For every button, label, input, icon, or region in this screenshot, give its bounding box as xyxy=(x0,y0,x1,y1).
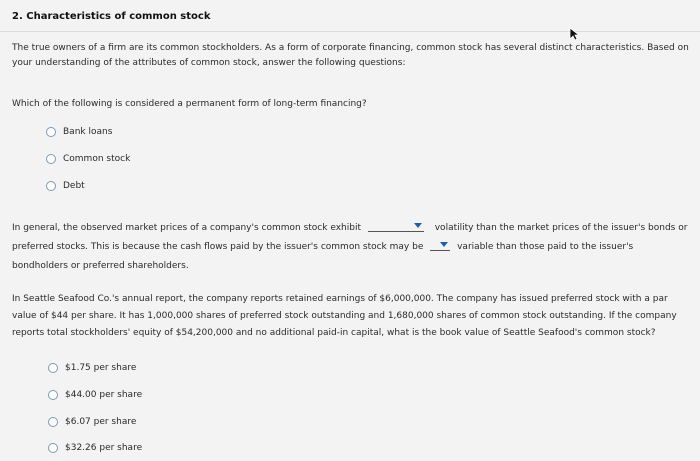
q2-text-part3: variable than those paid to the issuer's bondholders or preferred shareholders. xyxy=(12,242,634,271)
mouse-pointer-icon xyxy=(569,27,581,41)
q1-option-common-stock[interactable] xyxy=(46,154,130,164)
question3-prompt: In Seattle Seafood Co.'s annual report, the company reports retained earnings of $6,000,000. The company has issued preferred stock with a par value of $44 per share. It has 1,000,000 shares of preferred stock outstanding and 1,680,000 shares of common stock outstanding. If the company reports total stockholders' equity of $54,200,000 and no additional paid-in capital, what is the book value of Seattle Seafood's common stock? xyxy=(12,294,677,338)
radio-button[interactable] xyxy=(46,127,56,137)
option-label: $6.07 per share xyxy=(65,417,137,427)
option-label: Common stock xyxy=(63,154,131,164)
radio-button[interactable] xyxy=(46,154,56,164)
section-title: 2. Characteristics of common stock xyxy=(12,11,211,22)
q1-option-debt[interactable] xyxy=(46,181,85,191)
volatility-dropdown[interactable] xyxy=(368,220,424,232)
radio-button[interactable] xyxy=(48,390,58,400)
q3-option-1[interactable] xyxy=(48,363,136,373)
q3-option-2[interactable] xyxy=(48,390,142,400)
option-label: $1.75 per share xyxy=(65,363,137,373)
caret-down-icon xyxy=(440,242,448,247)
radio-button[interactable] xyxy=(48,443,58,453)
title-divider xyxy=(0,31,700,32)
question2-paragraph xyxy=(12,219,692,276)
q3-option-4[interactable] xyxy=(48,443,142,453)
option-label: Bank loans xyxy=(63,127,113,137)
variability-dropdown[interactable] xyxy=(430,239,450,251)
q2-text-part1: In general, the observed market prices of a company's common stock exhibit xyxy=(12,223,361,233)
q3-option-3[interactable] xyxy=(48,417,136,427)
radio-button[interactable] xyxy=(48,417,58,427)
option-label: $44.00 per share xyxy=(65,390,143,400)
q2-text-part2: volatility than the market prices of the issuer's bonds or preferred stocks. This is because the cash flows paid by the issuer's common stock may be xyxy=(12,223,688,252)
intro-text: The true owners of a firm are its common stockholders. As a form of corporate financing, common stock has several distinct characteristics. Based on your understanding of the attributes of common stock, answer the following questions: xyxy=(12,43,689,68)
radio-button[interactable] xyxy=(48,363,58,373)
option-label: Debt xyxy=(63,181,85,191)
q1-option-bank-loans[interactable] xyxy=(46,127,112,137)
caret-down-icon xyxy=(414,223,422,228)
radio-button[interactable] xyxy=(46,181,56,191)
option-label: $32.26 per share xyxy=(65,443,143,453)
question1-prompt: Which of the following is considered a permanent form of long-term financing? xyxy=(12,99,367,109)
